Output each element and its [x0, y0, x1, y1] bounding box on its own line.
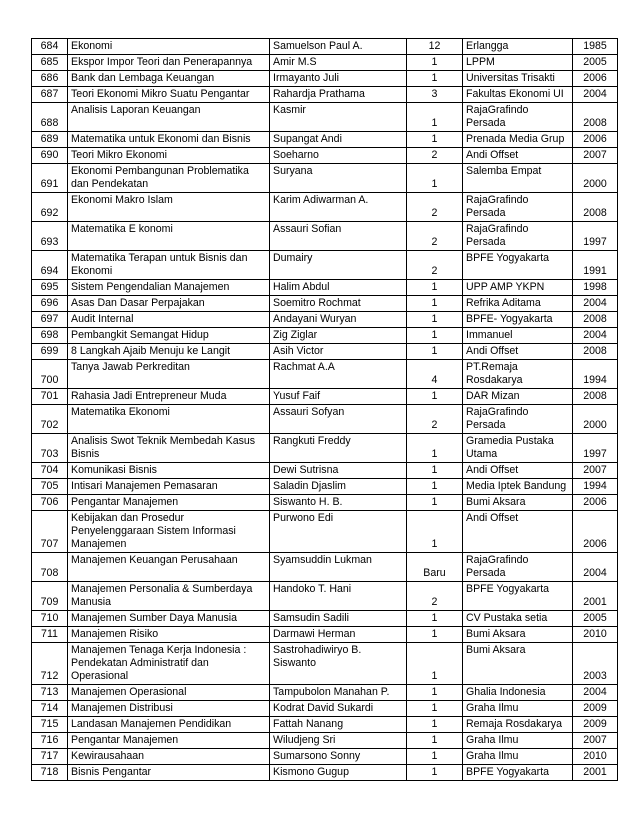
book-year: 2004 [573, 87, 618, 103]
book-publisher: Andi Offset [463, 463, 573, 479]
book-title: Teori Mikro Ekonomi [68, 148, 270, 164]
book-year: 2010 [573, 749, 618, 765]
book-publisher: Salemba Empat [463, 164, 573, 193]
book-quantity: 1 [407, 434, 463, 463]
row-number: 689 [32, 132, 68, 148]
book-publisher: Andi Offset [463, 344, 573, 360]
book-title: Asas Dan Dasar Perpajakan [68, 296, 270, 312]
table-row [32, 434, 618, 463]
book-author: Zig Ziglar [270, 328, 407, 344]
book-quantity: 1 [407, 627, 463, 643]
book-author: Irmayanto Juli [270, 71, 407, 87]
book-publisher: Fakultas Ekonomi UI [463, 87, 573, 103]
row-number: 696 [32, 296, 68, 312]
book-title: Pengantar Manajemen [68, 495, 270, 511]
book-year: 1991 [573, 251, 618, 280]
book-quantity: 1 [407, 71, 463, 87]
book-title: Matematika E konomi [68, 222, 270, 251]
book-publisher: Andi Offset [463, 511, 573, 553]
book-publisher: BPFE Yogyakarta [463, 251, 573, 280]
book-year: 2006 [573, 511, 618, 553]
book-quantity: 12 [407, 39, 463, 55]
book-year: 1998 [573, 280, 618, 296]
table-row [32, 627, 618, 643]
book-title: Kewirausahaan [68, 749, 270, 765]
table-row [32, 733, 618, 749]
book-quantity: Baru [407, 553, 463, 582]
book-quantity: 1 [407, 164, 463, 193]
book-title: Audit Internal [68, 312, 270, 328]
book-quantity: 1 [407, 511, 463, 553]
book-author: Amir M.S [270, 55, 407, 71]
book-quantity: 1 [407, 463, 463, 479]
book-author: Kodrat David Sukardi [270, 701, 407, 717]
row-number: 685 [32, 55, 68, 71]
table-row [32, 164, 618, 193]
book-publisher: Media Iptek Bandung [463, 479, 573, 495]
book-year: 1994 [573, 360, 618, 389]
table-row [32, 685, 618, 701]
table-row [32, 553, 618, 582]
book-author: Soeharno [270, 148, 407, 164]
book-catalog-table [31, 38, 618, 781]
book-author: Dumairy [270, 251, 407, 280]
book-year: 1997 [573, 434, 618, 463]
book-publisher: Bumi Aksara [463, 627, 573, 643]
book-quantity: 1 [407, 765, 463, 781]
book-publisher: Remaja Rosdakarya [463, 717, 573, 733]
table-row [32, 717, 618, 733]
row-number: 692 [32, 193, 68, 222]
book-quantity: 2 [407, 222, 463, 251]
book-title: Manajemen Risiko [68, 627, 270, 643]
book-quantity: 4 [407, 360, 463, 389]
book-quantity: 1 [407, 344, 463, 360]
book-title: Manajemen Keuangan Perusahaan [68, 553, 270, 582]
book-title: Matematika Ekonomi [68, 405, 270, 434]
book-quantity: 1 [407, 733, 463, 749]
book-year: 2000 [573, 405, 618, 434]
table-row [32, 328, 618, 344]
book-year: 2007 [573, 148, 618, 164]
book-publisher: RajaGrafindo Persada [463, 553, 573, 582]
book-quantity: 1 [407, 479, 463, 495]
book-year: 2006 [573, 495, 618, 511]
book-year: 2010 [573, 627, 618, 643]
book-author: Purwono Edi [270, 511, 407, 553]
book-title: Bisnis Pengantar [68, 765, 270, 781]
book-year: 2006 [573, 132, 618, 148]
book-author: Kasmir [270, 103, 407, 132]
book-title: Kebijakan dan Prosedur Penyelenggaraan Sistem Informasi Manajemen [68, 511, 270, 553]
book-publisher: Graha Ilmu [463, 749, 573, 765]
book-author: Darmawi Herman [270, 627, 407, 643]
table-row [32, 312, 618, 328]
book-year: 2006 [573, 71, 618, 87]
book-title: Pembangkit Semangat Hidup [68, 328, 270, 344]
row-number: 691 [32, 164, 68, 193]
book-author: Saladin Djaslim [270, 479, 407, 495]
book-quantity: 1 [407, 749, 463, 765]
table-row [32, 405, 618, 434]
row-number: 716 [32, 733, 68, 749]
book-year: 2008 [573, 389, 618, 405]
book-author: Wiludjeng Sri [270, 733, 407, 749]
book-quantity: 2 [407, 582, 463, 611]
book-quantity: 3 [407, 87, 463, 103]
table-row [32, 55, 618, 71]
book-author: Handoko T. Hani [270, 582, 407, 611]
row-number: 701 [32, 389, 68, 405]
book-title: Matematika Terapan untuk Bisnis dan Ekonomi [68, 251, 270, 280]
book-publisher: Immanuel [463, 328, 573, 344]
book-year: 2000 [573, 164, 618, 193]
book-year: 2004 [573, 685, 618, 701]
book-year: 2008 [573, 344, 618, 360]
book-quantity: 1 [407, 389, 463, 405]
book-year: 1994 [573, 479, 618, 495]
book-title: Manajemen Tenaga Kerja Indonesia : Pendekatan Administratif dan Operasional [68, 643, 270, 685]
book-year: 2009 [573, 717, 618, 733]
table-row [32, 251, 618, 280]
book-author: Syamsuddin Lukman [270, 553, 407, 582]
row-number: 711 [32, 627, 68, 643]
table-row [32, 582, 618, 611]
book-quantity: 1 [407, 312, 463, 328]
row-number: 708 [32, 553, 68, 582]
book-year: 2009 [573, 701, 618, 717]
row-number: 697 [32, 312, 68, 328]
book-title: Komunikasi Bisnis [68, 463, 270, 479]
table-row [32, 463, 618, 479]
row-number: 709 [32, 582, 68, 611]
book-quantity: 2 [407, 193, 463, 222]
row-number: 700 [32, 360, 68, 389]
row-number: 707 [32, 511, 68, 553]
book-quantity: 1 [407, 296, 463, 312]
book-publisher: RajaGrafindo Persada [463, 222, 573, 251]
book-quantity: 1 [407, 328, 463, 344]
book-author: Siswanto H. B. [270, 495, 407, 511]
book-author: Assauri Sofyan [270, 405, 407, 434]
book-title: Sistem Pengendalian Manajemen [68, 280, 270, 296]
table-row [32, 495, 618, 511]
book-publisher: Bumi Aksara [463, 495, 573, 511]
table-row [32, 701, 618, 717]
book-year: 2001 [573, 765, 618, 781]
book-quantity: 1 [407, 611, 463, 627]
book-year: 2004 [573, 296, 618, 312]
book-year: 2008 [573, 103, 618, 132]
row-number: 699 [32, 344, 68, 360]
book-title: 8 Langkah Ajaib Menuju ke Langit [68, 344, 270, 360]
book-title: Landasan Manajemen Pendidikan [68, 717, 270, 733]
book-title: Analisis Laporan Keuangan [68, 103, 270, 132]
book-author: Rangkuti Freddy [270, 434, 407, 463]
book-publisher: Graha Ilmu [463, 701, 573, 717]
book-title: Analisis Swot Teknik Membedah Kasus Bisnis [68, 434, 270, 463]
table-row [32, 611, 618, 627]
book-publisher: BPFE Yogyakarta [463, 765, 573, 781]
book-publisher: Bumi Aksara [463, 643, 573, 685]
book-year: 1997 [573, 222, 618, 251]
book-publisher: BPFE Yogyakarta [463, 582, 573, 611]
table-row [32, 148, 618, 164]
book-publisher: RajaGrafindo Persada [463, 103, 573, 132]
row-number: 712 [32, 643, 68, 685]
table-row [32, 749, 618, 765]
book-publisher: DAR Mizan [463, 389, 573, 405]
book-publisher: Refrika Aditama [463, 296, 573, 312]
book-title: Ekonomi [68, 39, 270, 55]
book-quantity: 1 [407, 685, 463, 701]
book-author: Samsudin Sadili [270, 611, 407, 627]
book-title: Pengantar Manajemen [68, 733, 270, 749]
row-number: 703 [32, 434, 68, 463]
table-row [32, 193, 618, 222]
book-title: Ekonomi Pembangunan Problematika dan Pendekatan [68, 164, 270, 193]
book-year: 2008 [573, 312, 618, 328]
book-quantity: 1 [407, 280, 463, 296]
book-quantity: 1 [407, 103, 463, 132]
book-publisher: Prenada Media Grup [463, 132, 573, 148]
book-publisher: Universitas Trisakti [463, 71, 573, 87]
row-number: 702 [32, 405, 68, 434]
row-number: 688 [32, 103, 68, 132]
book-author: Samuelson Paul A. [270, 39, 407, 55]
table-row [32, 71, 618, 87]
book-publisher: RajaGrafindo Persada [463, 193, 573, 222]
book-title: Manajemen Sumber Daya Manusia [68, 611, 270, 627]
book-author: Yusuf Faif [270, 389, 407, 405]
book-title: Rahasia Jadi Entrepreneur Muda [68, 389, 270, 405]
book-year: 1985 [573, 39, 618, 55]
table-row [32, 222, 618, 251]
book-publisher: Andi Offset [463, 148, 573, 164]
row-number: 706 [32, 495, 68, 511]
row-number: 705 [32, 479, 68, 495]
book-author: Rahardja Prathama [270, 87, 407, 103]
row-number: 717 [32, 749, 68, 765]
book-author: Assauri Sofian [270, 222, 407, 251]
book-year: 2004 [573, 553, 618, 582]
book-quantity: 2 [407, 405, 463, 434]
row-number: 684 [32, 39, 68, 55]
row-number: 693 [32, 222, 68, 251]
book-title: Manajemen Distribusi [68, 701, 270, 717]
table-row [32, 39, 618, 55]
book-year: 2005 [573, 611, 618, 627]
table-row [32, 389, 618, 405]
book-publisher: CV Pustaka setia [463, 611, 573, 627]
book-title: Ekspor Impor Teori dan Penerapannya [68, 55, 270, 71]
book-title: Matematika untuk Ekonomi dan Bisnis [68, 132, 270, 148]
book-author: Suryana [270, 164, 407, 193]
book-title: Tanya Jawab Perkreditan [68, 360, 270, 389]
book-quantity: 1 [407, 717, 463, 733]
book-year: 2004 [573, 328, 618, 344]
table-row [32, 132, 618, 148]
book-publisher: Ghalia Indonesia [463, 685, 573, 701]
row-number: 698 [32, 328, 68, 344]
book-quantity: 2 [407, 148, 463, 164]
row-number: 687 [32, 87, 68, 103]
row-number: 695 [32, 280, 68, 296]
book-author: Tampubolon Manahan P. [270, 685, 407, 701]
book-quantity: 1 [407, 495, 463, 511]
book-quantity: 1 [407, 55, 463, 71]
table-row [32, 103, 618, 132]
book-author: Fattah Nanang [270, 717, 407, 733]
row-number: 690 [32, 148, 68, 164]
row-number: 713 [32, 685, 68, 701]
book-title: Manajemen Personalia & Sumberdaya Manusia [68, 582, 270, 611]
book-publisher: Erlangga [463, 39, 573, 55]
table-row [32, 280, 618, 296]
book-author: Dewi Sutrisna [270, 463, 407, 479]
book-publisher: BPFE- Yogyakarta [463, 312, 573, 328]
table-row [32, 765, 618, 781]
table-row [32, 87, 618, 103]
book-publisher: LPPM [463, 55, 573, 71]
row-number: 704 [32, 463, 68, 479]
book-title: Bank dan Lembaga Keuangan [68, 71, 270, 87]
book-publisher: UPP AMP YKPN [463, 280, 573, 296]
book-author: Asih Victor [270, 344, 407, 360]
book-author: Supangat Andi [270, 132, 407, 148]
book-publisher: Graha Ilmu [463, 733, 573, 749]
book-publisher: RajaGrafindo Persada [463, 405, 573, 434]
book-year: 2007 [573, 463, 618, 479]
book-quantity: 1 [407, 643, 463, 685]
book-title: Intisari Manajemen Pemasaran [68, 479, 270, 495]
book-author: Sastrohadiwiryo B. Siswanto [270, 643, 407, 685]
row-number: 714 [32, 701, 68, 717]
book-author: Andayani Wuryan [270, 312, 407, 328]
book-title: Ekonomi Makro Islam [68, 193, 270, 222]
book-author: Halim Abdul [270, 280, 407, 296]
table-row [32, 360, 618, 389]
book-author: Sumarsono Sonny [270, 749, 407, 765]
book-title: Manajemen Operasional [68, 685, 270, 701]
book-author: Soemitro Rochmat [270, 296, 407, 312]
table-row [32, 479, 618, 495]
table-row [32, 643, 618, 685]
book-year: 2007 [573, 733, 618, 749]
book-year: 2001 [573, 582, 618, 611]
book-publisher: PT.Remaja Rosdakarya [463, 360, 573, 389]
book-author: Karim Adiwarman A. [270, 193, 407, 222]
book-publisher: Gramedia Pustaka Utama [463, 434, 573, 463]
table-row [32, 344, 618, 360]
book-year: 2005 [573, 55, 618, 71]
book-quantity: 1 [407, 132, 463, 148]
row-number: 715 [32, 717, 68, 733]
book-title: Teori Ekonomi Mikro Suatu Pengantar [68, 87, 270, 103]
row-number: 710 [32, 611, 68, 627]
book-quantity: 1 [407, 701, 463, 717]
book-quantity: 2 [407, 251, 463, 280]
book-year: 2003 [573, 643, 618, 685]
row-number: 694 [32, 251, 68, 280]
book-author: Rachmat A.A [270, 360, 407, 389]
table-row [32, 511, 618, 553]
book-author: Kismono Gugup [270, 765, 407, 781]
table-body [32, 39, 618, 781]
book-year: 2008 [573, 193, 618, 222]
row-number: 686 [32, 71, 68, 87]
row-number: 718 [32, 765, 68, 781]
table-row [32, 296, 618, 312]
